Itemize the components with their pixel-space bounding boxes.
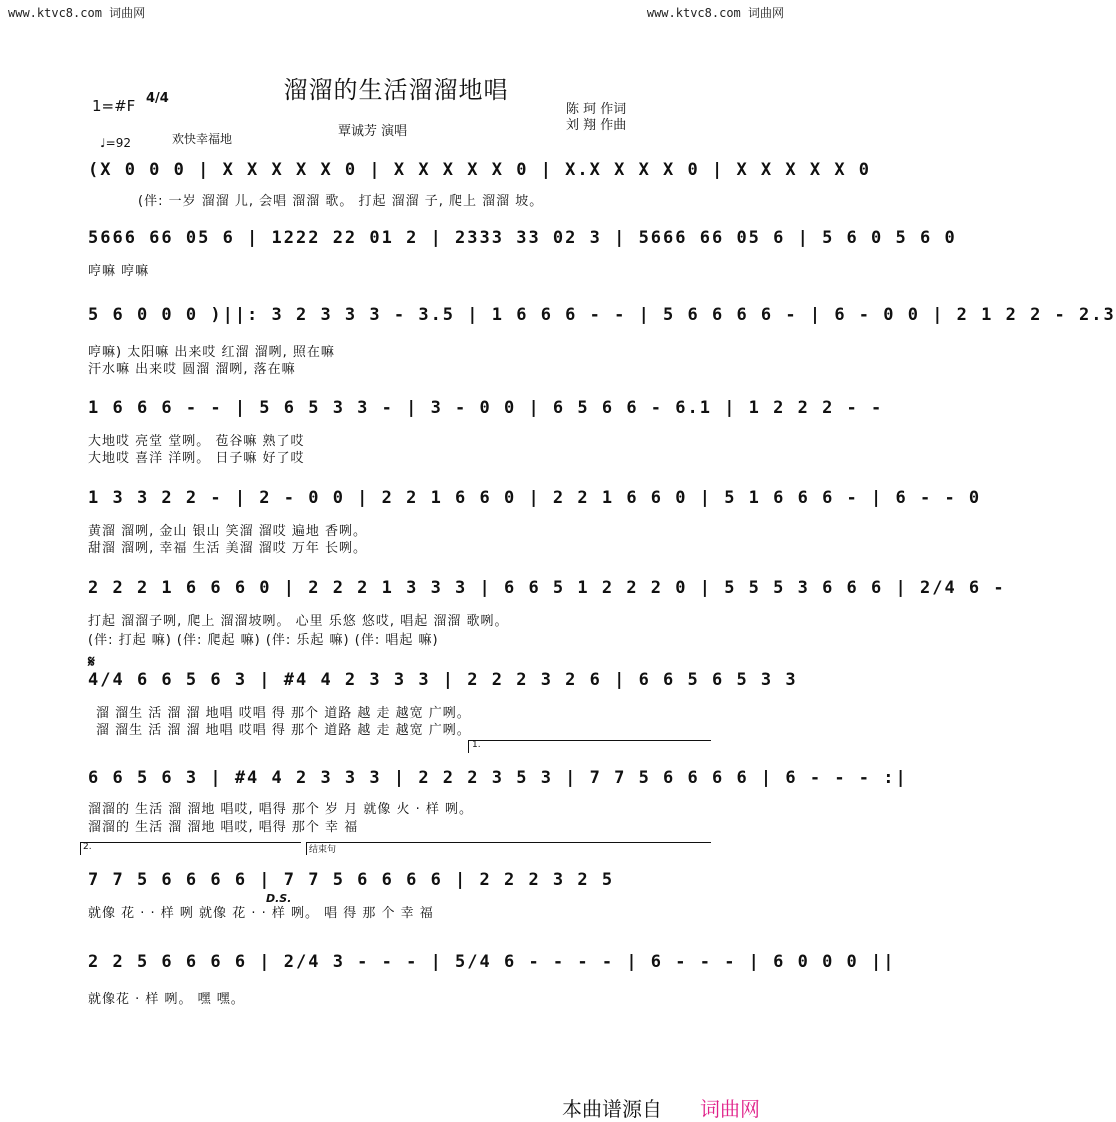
watermark-right: www.ktvc8.com 词曲网 bbox=[646, 6, 784, 20]
segno-sign: 𝄋 bbox=[88, 652, 95, 671]
lyrics-row-3-line-1: 哼嘛) 太阳嘛 出来哎 红溜 溜咧, 照在嘛 bbox=[88, 345, 335, 360]
time-signature-text: 4/4 bbox=[146, 91, 169, 106]
notes-row-6: 2 2 2 1 6 6 6 0 | 2 2 2 1 3 3 3 | 6 6 5 1 2 2 2 0 | 5 5 5 3 6 6 6 | 2/4 6 - bbox=[88, 578, 1006, 598]
tempo-mark: ♩=92 bbox=[100, 136, 131, 150]
key-signature: 1=#F bbox=[92, 97, 136, 115]
singer-credit: 覃诚芳 演唱 bbox=[338, 124, 408, 139]
notes-row-10: 2 2 5 6 6 6 6 | 2/4 3 - - - | 5/4 6 - - - - | 6 - - - | 6 0 0 0 || bbox=[88, 952, 896, 972]
footer-source-text: 本曲谱源自 bbox=[562, 1097, 662, 1121]
lyrics-row-8-line-1: 溜溜的 生活 溜 溜地 唱哎, 唱得 那个 岁 月 就像 火 · 样 咧。 bbox=[88, 802, 473, 817]
lyrics-row-8-line-2: 溜溜的 生活 溜 溜地 唱哎, 唱得 那个 幸 福 bbox=[88, 820, 359, 835]
first-ending-label: 1. bbox=[472, 740, 481, 750]
lyrics-row-6-line-1: 打起 溜溜子咧, 爬上 溜溜坡咧。 心里 乐悠 悠哎, 唱起 溜溜 歌咧。 bbox=[88, 614, 509, 629]
time-signature bbox=[146, 92, 169, 105]
notes-row-8: 6 6 5 6 3 | #4 4 2 3 3 3 | 2 2 2 3 5 3 | 7 7 5 6 6 6 6 | 6 - - - :| bbox=[88, 768, 908, 788]
second-ending-label: 2. bbox=[83, 842, 92, 852]
notes-row-2: 5666 66 05 6 | 1222 22 01 2 | 2333 33 02 3 | 5666 66 05 6 | 5 6 0 5 6 0 bbox=[88, 228, 957, 248]
dal-segno-mark: D.S. bbox=[266, 892, 292, 905]
ending-phrase-bracket bbox=[306, 842, 711, 855]
notes-row-9: 7 7 5 6 6 6 6 | 7 7 5 6 6 6 6 | 2 2 2 3 2 5 bbox=[88, 870, 615, 890]
lyrics-row-5-line-2: 甜溜 溜咧, 幸福 生活 美溜 溜哎 万年 长咧。 bbox=[88, 541, 368, 556]
lyrics-row-3-line-2: 汗水嘛 出来哎 圆溜 溜咧, 落在嘛 bbox=[88, 362, 296, 377]
notes-row-7: 4/4 6 6 5 6 3 | #4 4 2 3 3 3 | 2 2 2 3 2 6 | 6 6 5 6 5 3 3 bbox=[88, 670, 798, 690]
first-ending-bracket bbox=[468, 740, 711, 753]
notes-row-5: 1 3 3 2 2 - | 2 - 0 0 | 2 2 1 6 6 0 | 2 2 1 6 6 0 | 5 1 6 6 6 - | 6 - - 0 bbox=[88, 488, 982, 508]
lyrics-row-4-line-1: 大地哎 亮堂 堂咧。 苞谷嘛 熟了哎 bbox=[88, 434, 305, 449]
lyrics-row-10-line-1: 就像花 · 样 咧。 嘿 嘿。 bbox=[88, 992, 245, 1007]
lyricist-credit: 陈 珂 作词 bbox=[566, 102, 627, 117]
lyrics-row-9-line-1: 就像 花 · · 样 咧 就像 花 · · 样 咧。 唱 得 那 个 幸 福 bbox=[88, 906, 434, 921]
song-title: 溜溜的生活溜溜地唱 bbox=[283, 76, 509, 104]
notes-row-3: 5 6 0 0 0 )||: 3 2 3 3 3 - 3.5 | 1 6 6 6 - - | 5 6 6 6 6 - | 6 - 0 0 | 2 1 2 2 - 2.3 bbox=[88, 305, 1116, 325]
ending-phrase-label: 结束句 bbox=[309, 845, 337, 855]
lyrics-row-1-line-1: (伴: 一岁 溜溜 儿, 会唱 溜溜 歌。 打起 溜溜 子, 爬上 溜溜 坡。 bbox=[138, 194, 544, 209]
notes-row-4: 1 6 6 6 - - | 5 6 5 3 3 - | 3 - 0 0 | 6 5 6 6 - 6.1 | 1 2 2 2 - - bbox=[88, 398, 884, 418]
watermark-left: www.ktvc8.com 词曲网 bbox=[8, 6, 146, 20]
footer-brand-logo: 词曲网 bbox=[700, 1097, 760, 1121]
composer-credit: 刘 翔 作曲 bbox=[566, 118, 627, 133]
lyrics-row-5-line-1: 黄溜 溜咧, 金山 银山 笑溜 溜哎 遍地 香咧。 bbox=[88, 524, 368, 539]
notes-row-1: (X 0 0 0 | X X X X X 0 | X X X X X 0 | X.X X X X 0 | X X X X X 0 bbox=[88, 160, 872, 180]
lyrics-row-4-line-2: 大地哎 喜洋 洋咧。 日子嘛 好了哎 bbox=[88, 451, 305, 466]
lyrics-row-7-line-1: 溜 溜生 活 溜 溜 地唱 哎唱 得 那个 道路 越 走 越宽 广咧。 bbox=[96, 706, 471, 721]
second-ending-bracket bbox=[80, 842, 301, 855]
lyrics-row-7-line-2: 溜 溜生 活 溜 溜 地唱 哎唱 得 那个 道路 越 走 越宽 广咧。 bbox=[96, 723, 471, 738]
expression-mark: 欢快幸福地 bbox=[172, 132, 233, 146]
lyrics-row-2-line-1: 哼嘛 哼嘛 bbox=[88, 264, 150, 279]
lyrics-row-6-line-2: (伴: 打起 嘛) (伴: 爬起 嘛) (伴: 乐起 嘛) (伴: 唱起 嘛) bbox=[88, 633, 439, 648]
